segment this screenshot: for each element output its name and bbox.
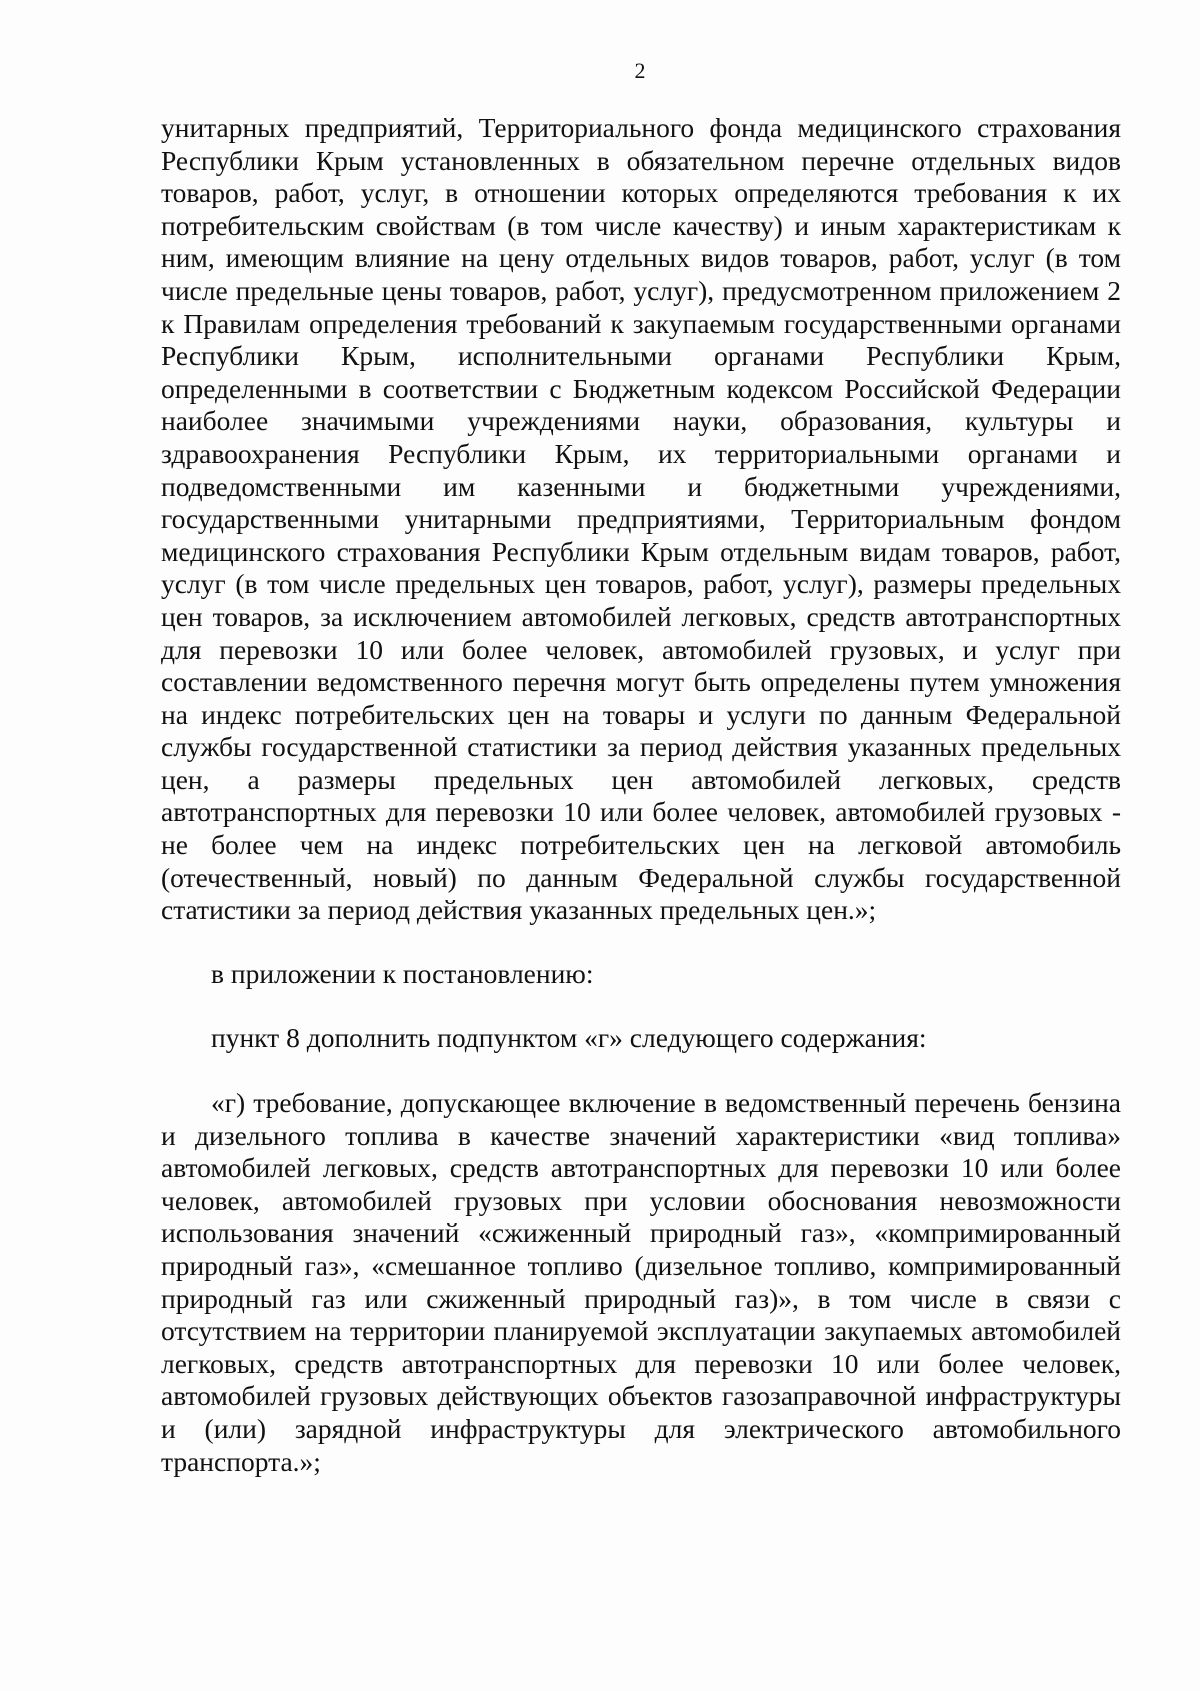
document-body [161, 112, 1121, 1478]
paragraph-subitem-g: «г) требование, допускающее включение в ведомственный перечень бензина и дизельного топлива в качестве значений характеристики «вид топлива» автомобилей легковых, средств автотранспортных для перевозки 10 или более человек, автомобилей грузовых при условии обоснования невозможности использования значений «сжиженный природный газ», «компримированный природный газ», «смешанное топливо (дизельное топливо, компримированный природный газ или сжиженный природный газ)», в том числе в связи с отсутствием на территории планируемой эксплуатации закупаемых автомобилей легковых, средств автотранспортных для перевозки 10 или более человек, автомобилей грузовых действующих объектов газозаправочной инфраструктуры и (или) зарядной инфраструктуры для электрического автомобильного транспорта.»; [161, 1087, 1121, 1477]
paragraph-appendix-intro: в приложении к постановлению: [211, 957, 594, 989]
paragraph-continuation: унитарных предприятий, Территориального фонда медицинского страхования Республики Крым установленных в обязательном перечне отдельных видов товаров, работ, услуг, в отношении которых определяются требования к их потребительским свойствам (в том числе качеству) и иным характеристикам к ним, имеющим влияние на цену отдельных видов товаров, работ, услуг (в том числе предельные цены товаров, работ, услуг), предусмотренном приложением 2 к Правилам определения требований к закупаемым государственными органами Республики Крым, исполнительными органами Республики Крым, определенными в соответствии с Бюджетным кодексом Российской Федерации наиболее значимыми учреждениями науки, образования, культуры и здравоохранения Республики Крым, их территориальными органами и подведомственными им казенными и бюджетными учреждениями, государственными унитарными предприятиями, Территориальным фондом медицинского страхования Республики Крым отдельным видам товаров, работ, услуг (в том числе предельных цен товаров, работ, услуг), размеры предельных цен товаров, за исключением автомобилей легковых, средств автотранспортных для перевозки 10 или более человек, автомобилей грузовых, и услуг при составлении ведомственного перечня могут быть определены путем умножения на индекс потребительских цен на товары и услуги по данным Федеральной службы государственной статистики за период действия указанных предельных цен, а размеры предельных цен автомобилей легковых, средств автотранспортных для перевозки 10 или более человек, автомобилей грузовых - не более чем на индекс потребительских цен на легковой автомобиль (отечественный, новый) по данным Федеральной службы государственной статистики за период действия указанных предельных цен.»; [161, 112, 1121, 926]
paragraph-item-8: пункт 8 дополнить подпунктом «г» следующего содержания: [211, 1022, 927, 1054]
page-number: 2 [634, 58, 646, 83]
